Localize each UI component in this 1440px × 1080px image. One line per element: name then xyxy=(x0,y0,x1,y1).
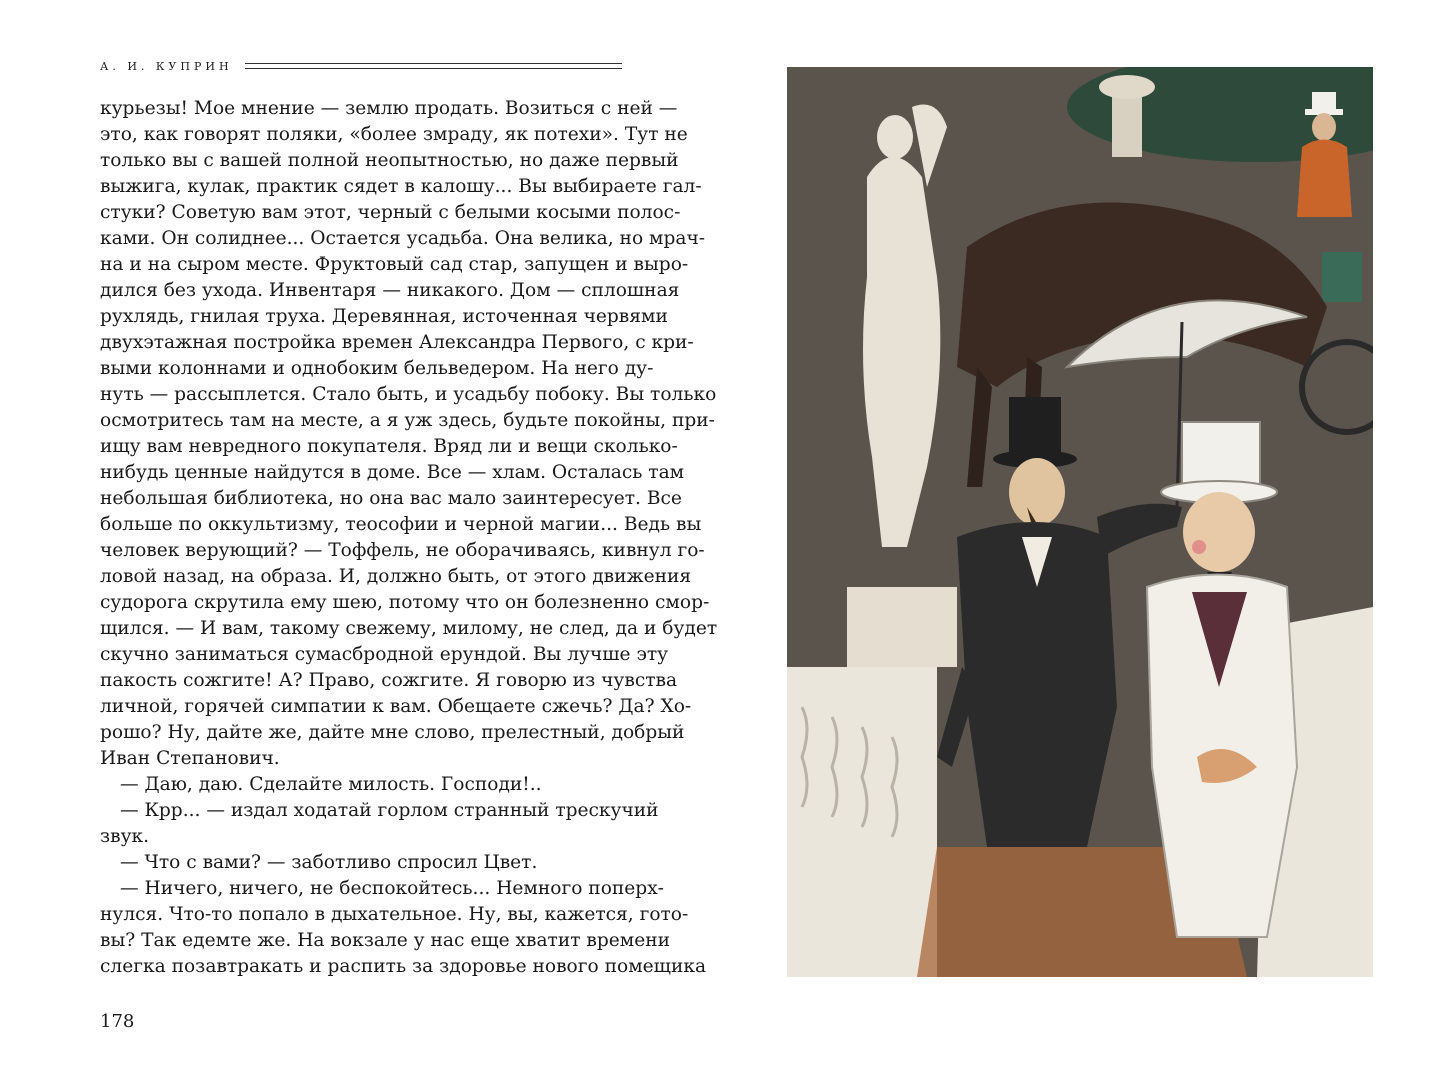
text-line: — Что с вами? — заботливо спросил Цвет. xyxy=(120,852,538,873)
driver-hat xyxy=(1312,92,1336,110)
text-line: рошо? Ну, дайте же, дайте мне слово, прелестный, добрый xyxy=(100,722,685,743)
urn xyxy=(1099,75,1155,99)
text-line: нибудь ценные найдутся в доме. Все — хлам. Осталась там xyxy=(100,462,685,483)
text-line: личной, горячей симпатии к вам. Обещаете сжечь? Да? Хо- xyxy=(100,696,692,717)
page-number: 178 xyxy=(100,1011,135,1032)
text-line: судорога скрутила ему шею, потому что он болезненно смор- xyxy=(100,592,710,613)
carriage-lamp xyxy=(1322,252,1362,302)
text-line: только вы с вашей полной неопытностью, но даже первый xyxy=(100,150,679,171)
running-head-rule xyxy=(245,63,622,69)
text-line: рухлядь, гнилая труха. Деревянная, источенная червями xyxy=(100,306,668,327)
text-line: — Даю, даю. Сделайте милость. Господи!.. xyxy=(120,774,542,795)
white-man-face xyxy=(1183,492,1255,572)
text-line: выжига, кулак, практик сядет в калошу... Вы выбираете гал- xyxy=(100,176,702,197)
driver-face xyxy=(1312,113,1336,141)
text-line: на и на сыром месте. Фруктовый сад стар, запущен и выро- xyxy=(100,254,689,275)
text-line: нулся. Что-то попало в дыхательное. Ну, вы, кажется, гото- xyxy=(100,904,689,925)
text-line: — Крр... — издал ходатай горлом странный трескучий xyxy=(120,800,659,821)
text-line: ищу вам невредного покупателя. Вряд ли и вещи сколько- xyxy=(100,436,678,457)
text-line: больше по оккультизму, теософии и черной магии... Ведь вы xyxy=(100,514,702,535)
illustration-two-gentlemen-umbrella xyxy=(787,67,1373,977)
text-line: курьезы! Мое мнение — землю продать. Возиться с ней — xyxy=(100,98,678,119)
text-line: — Ничего, ничего, не беспокойтесь... Немного поперх- xyxy=(120,878,664,899)
driver-coat xyxy=(1297,140,1352,218)
text-line: это, как говорят поляки, «более змраду, як потехи». Тут не xyxy=(100,124,688,145)
text-line: Иван Степанович. xyxy=(100,748,280,769)
running-head-author: А. И. КУПРИН xyxy=(100,59,233,73)
text-line: двухэтажная постройка времен Александра Первого, с кри- xyxy=(100,332,694,353)
text-line: вы? Так едемте же. На вокзале у нас еще хватит времени xyxy=(100,930,671,951)
statue-pedestal xyxy=(847,587,957,667)
body-text xyxy=(100,96,718,980)
text-line: звук. xyxy=(100,826,150,847)
text-line: щился. — И вам, такому свежему, милому, не след, да и будет xyxy=(100,618,718,639)
text-line: слегка позавтракать и распить за здоровье нового помещика xyxy=(100,956,707,977)
text-line: ками. Он солиднее... Остается усадьба. Она велика, но мрач- xyxy=(100,228,706,249)
text-line: стуки? Советую вам этот, черный с белыми косыми полос- xyxy=(100,202,681,223)
text-line: осмотритесь там на месте, а я уж здесь, будьте покойны, при- xyxy=(100,410,715,431)
text-line: небольшая библиотека, но она вас мало заинтересует. Все xyxy=(100,488,682,509)
text-line: ловой назад, на образа. И, должно быть, от этого движения xyxy=(100,566,692,587)
text-line: скучно заниматься сумасбродной ерундой. Вы лучше эту xyxy=(100,644,669,665)
text-line: нуть — рассыплется. Стало быть, и усадьбу побоку. Вы только xyxy=(100,384,717,405)
balustrade xyxy=(787,667,937,977)
top-hat-black xyxy=(1009,397,1061,457)
text-line: человек верующий? — Тоффель, не оборачиваясь, кивнул го- xyxy=(100,540,705,561)
text-line: выми колоннами и однобоким бельведером. На него ду- xyxy=(100,358,654,379)
black-man-face xyxy=(1009,458,1065,526)
text-line: дился без ухода. Инвентаря — никакого. Дом — сплошная xyxy=(100,280,680,301)
running-head xyxy=(100,56,622,76)
text-line: пакость сожгите! А? Право, сожгите. Я говорю из чувства xyxy=(100,670,678,691)
